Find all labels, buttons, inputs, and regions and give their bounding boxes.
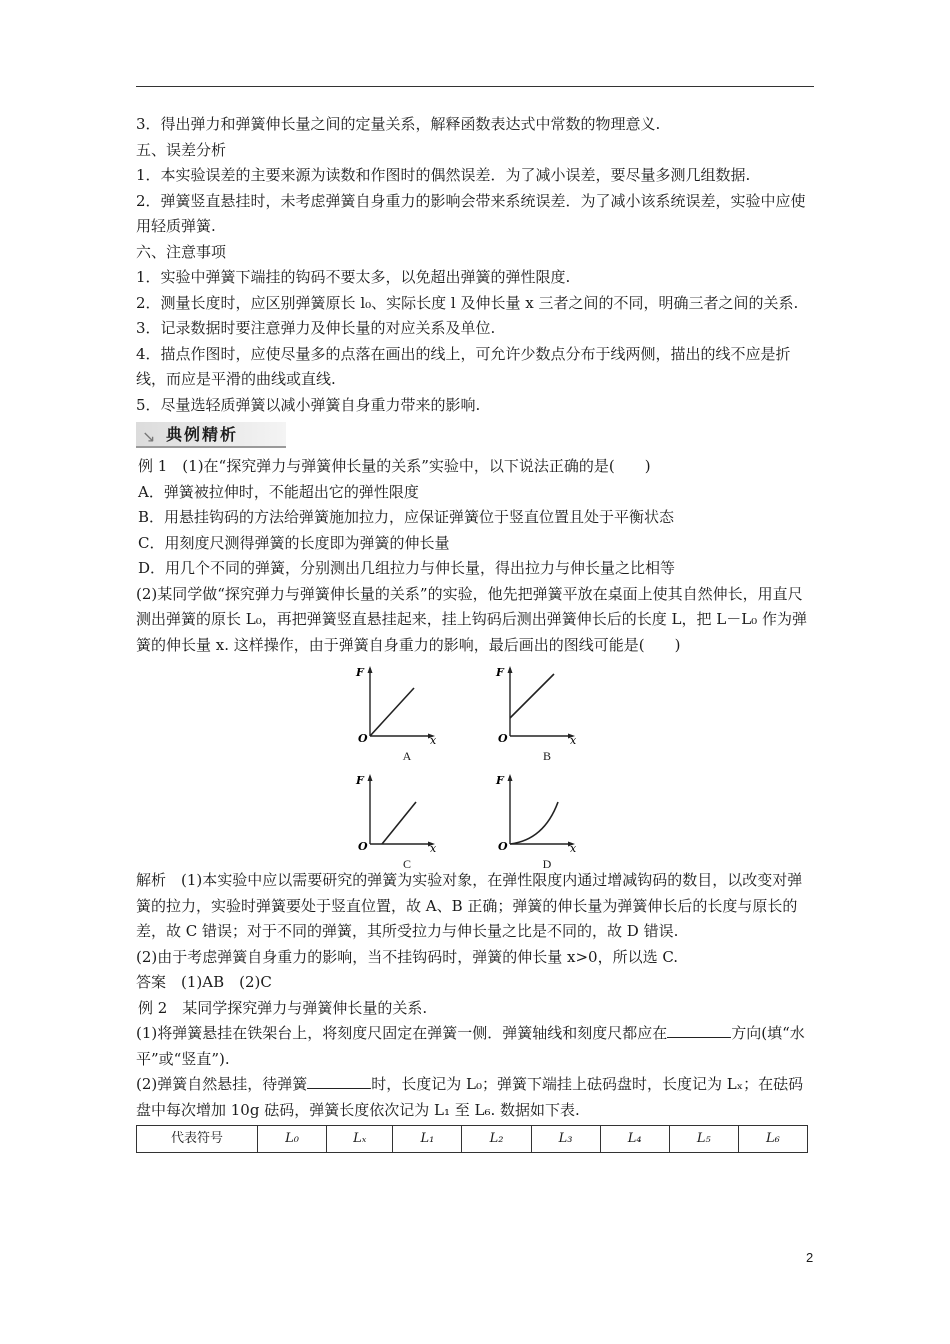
- y-axis-label: F: [496, 666, 504, 679]
- solution-part2: (2)由于考虑弹簧自身重力的影响，当不挂钩码时，弹簧的伸长量 x>0，所以选 C.: [136, 947, 679, 966]
- table-row: [137, 1126, 808, 1153]
- text-line: 1．实验中弹簧下端挂的钩码不要太多，以免超出弹簧的弹性限度.: [136, 268, 571, 286]
- text-line: 2．弹簧竖直悬挂时，未考虑弹簧自身重力的影响会带来系统误差．为了减小该系统误差，实验中应使用轻质弹簧.: [136, 191, 806, 235]
- graph-caption: D: [542, 857, 552, 871]
- x-axis-label: x: [430, 842, 437, 852]
- solution-part1: 解析 (1)本实验中应以需要研究的弹簧为实验对象，在弹性限度内通过增减钩码的数目，以改变对弹簧的拉力，实验时弹簧要处于竖直位置，故 A、B 正确；弹簧的伸长量为弹簧伸长后的长度与原长的差，故 C 错误；对于不同的弹簧，其所受拉力与伸长量之比是不同的，故 D 错误.: [136, 871, 803, 940]
- table-cell: L₅: [669, 1126, 738, 1153]
- graph-d: [492, 772, 602, 872]
- example1-question2: (2)某同学做“探究弹力与弹簧伸长量的关系”的实验，他先把弹簧平放在桌面上使其自然伸长，用直尺测出弹簧的原长 L₀，再把弹簧竖直悬挂起来，挂上钩码后测出弹簧伸长后的长度 L，把 L－L₀ 作为弹簧的伸长量 x. 这样操作，由于弹簧自身重力的影响，最后画出的图线可能是( ): [136, 584, 807, 654]
- text-line: 3．得出弹力和弹簧伸长量之间的定量关系，解释函数表达式中常数的物理意义.: [136, 115, 661, 133]
- step2-text-after: 时，长度记为 L₀；弹簧下端挂上砝码盘时，长度记为 Lₓ；在砝码盘中每次增加 10g 砝码，弹簧长度依次记为 L₁ 至 L₆. 数据如下表.: [136, 1075, 804, 1119]
- example2-title: 例 2 某同学探究弹力与弹簧伸长量的关系.: [138, 998, 428, 1017]
- graph-d-plot: [492, 772, 602, 852]
- answer-graphs: [136, 664, 816, 871]
- text-line: 4．描点作图时，应使尽量多的点落在画出的线上，可允许少数点分布于线两侧，描出的线不应是折线，而应是平滑的曲线或直线.: [136, 344, 791, 388]
- page-body: [136, 112, 816, 1153]
- table-cell: L₁: [393, 1126, 462, 1153]
- answer-line: 答案 (1)AB (2)C: [136, 973, 272, 991]
- fill-blank: [307, 1074, 371, 1089]
- graph-b-plot: [492, 664, 602, 744]
- heading-error-analysis: 五、误差分析: [136, 140, 227, 159]
- page-number: 2: [806, 1250, 814, 1265]
- section-heading: [136, 422, 286, 448]
- graph-a: [352, 664, 462, 764]
- graph-caption: C: [402, 857, 411, 871]
- heading-notes: 六、注意事项: [136, 242, 227, 261]
- fill-blank: [667, 1023, 731, 1038]
- step1-text-after: 方向(填“水平”或“竖直”).: [136, 1024, 805, 1068]
- graph-b: [492, 664, 602, 764]
- table-cell: L₄: [600, 1126, 669, 1153]
- graph-c: [352, 772, 462, 872]
- origin-label: O: [358, 840, 368, 852]
- text-line: 3．记录数据时要注意弹力及伸长量的对应关系及单位.: [136, 319, 496, 337]
- y-axis-label: F: [356, 774, 364, 787]
- origin-label: O: [498, 732, 508, 744]
- text-line: 2．测量长度时，应区别弹簧原长 l₀、实际长度 l 及伸长量 x 三者之间的不同，明确三者之间的关系.: [136, 293, 799, 312]
- example2-step2: [136, 1072, 816, 1123]
- origin-label: O: [498, 840, 508, 852]
- example2-step1: [136, 1021, 816, 1072]
- table-header-cell: 代表符号: [137, 1126, 258, 1153]
- text-line: 1．本实验误差的主要来源为读数和作图时的偶然误差．为了减小误差，要尽量多测几组数据.: [136, 166, 751, 184]
- option-b: B．用悬挂钩码的方法给弹簧施加拉力，应保证弹簧位于竖直位置且处于平衡状态: [138, 508, 675, 526]
- graph-a-plot: [352, 664, 462, 744]
- example1-question1: 例 1 (1)在“探究弹力与弹簧伸长量的关系”实验中，以下说法正确的是( ): [138, 457, 651, 475]
- table-cell: L₃: [531, 1126, 600, 1153]
- x-axis-label: x: [570, 734, 577, 744]
- step1-text-before: (1)将弹簧悬挂在铁架台上，将刻度尺固定在弹簧一侧．弹簧轴线和刻度尺都应在: [136, 1024, 668, 1042]
- y-axis-label: F: [356, 666, 364, 679]
- graph-c-plot: [352, 772, 462, 852]
- header-rule: [136, 86, 814, 87]
- table-cell: Lₓ: [327, 1126, 393, 1153]
- origin-label: O: [358, 732, 368, 744]
- y-axis-label: F: [496, 774, 504, 787]
- x-axis-label: x: [570, 842, 577, 852]
- x-axis-label: x: [430, 734, 437, 744]
- step2-text-before: (2)弹簧自然悬挂，待弹簧: [136, 1075, 308, 1093]
- table-cell: L₆: [738, 1126, 807, 1153]
- option-c: C．用刻度尺测得弹簧的长度即为弹簧的伸长量: [138, 533, 450, 552]
- option-d: D．用几个不同的弹簧，分别测出几组拉力与伸长量，得出拉力与伸长量之比相等: [138, 559, 676, 577]
- table-cell: L₀: [258, 1126, 327, 1153]
- graph-caption: B: [542, 749, 551, 763]
- graph-caption: A: [402, 749, 412, 763]
- option-a: A．弹簧被拉伸时，不能超出它的弹性限度: [138, 482, 419, 501]
- table-cell: L₂: [462, 1126, 531, 1153]
- text-line: 5．尽量选轻质弹簧以减小弹簧自身重力带来的影响.: [136, 395, 481, 414]
- data-table: [136, 1125, 808, 1153]
- section-title: 典例精析: [166, 425, 239, 444]
- arrow-icon: ↘: [142, 427, 156, 446]
